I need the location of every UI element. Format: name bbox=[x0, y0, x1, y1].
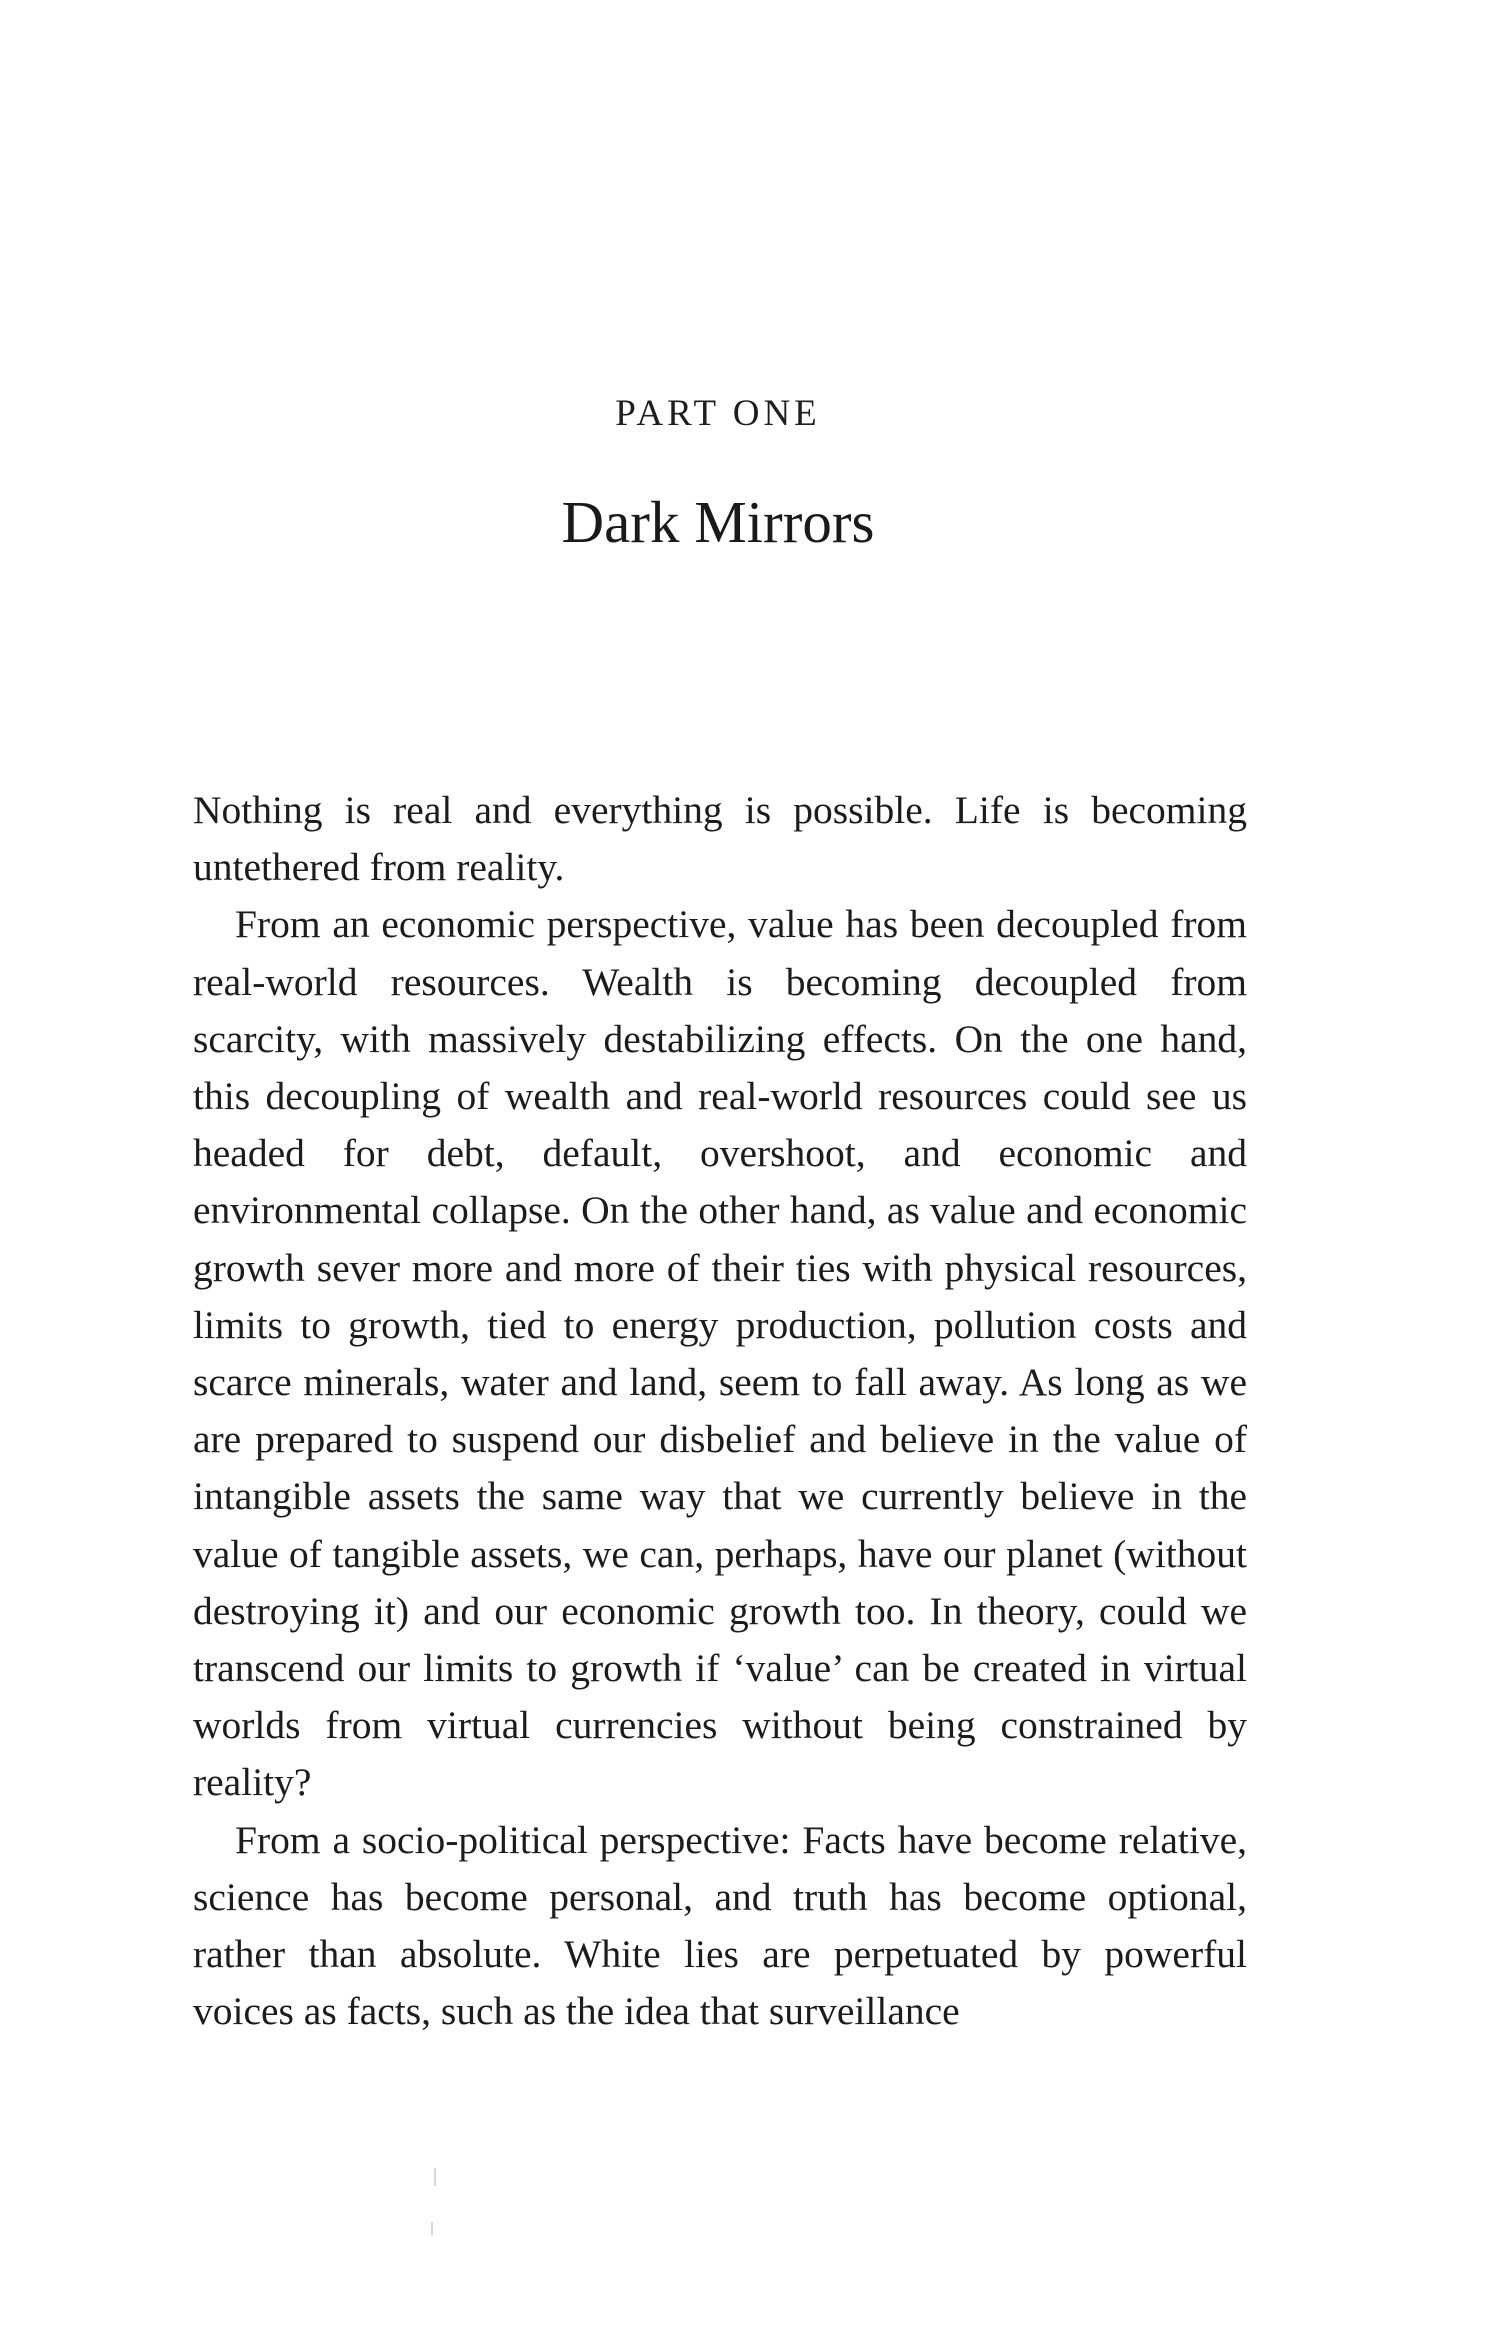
body-text bbox=[193, 782, 1247, 2040]
chapter-title: Dark Mirrors bbox=[561, 489, 875, 555]
scan-artifact-mark bbox=[431, 2222, 433, 2236]
paragraph-3: From a socio-political perspective: Facts have become relative, science has become personal, and truth has become optional, rather than absolute. White lies are perpetuated by powerful voices as facts, such as the idea that surveillance bbox=[193, 1817, 1247, 2034]
paragraph-1: Nothing is real and everything is possible. Life is becoming untethered from reality. bbox=[193, 788, 1247, 890]
part-label: PART ONE bbox=[615, 393, 821, 434]
paragraph-2: From an economic perspective, value has been decoupled from real-world resources. Wealth is becoming decoupled from scarcity, with massively destabilizing effects. On the one hand, this decoupling of wealth and real-world resources could see us headed for debt, default, overshoot, and economic and environmental collapse. On the other hand, as value and economic growth sever more and more of their ties with physical resources, limits to growth, tied to energy production, pollution costs and scarce minerals, water and land, seem to fall away. As long as we are prepared to suspend our disbelief and believe in the value of intangible assets the same way that we currently believe in the value of tangible assets, we can, perhaps, have our planet (without destroying it) and our economic growth too. In theory, could we transcend our limits to growth if ‘value’ can be created in virtual worlds from virtual currencies without being constrained by reality? bbox=[193, 902, 1247, 1805]
scan-artifact-mark bbox=[434, 2168, 436, 2186]
